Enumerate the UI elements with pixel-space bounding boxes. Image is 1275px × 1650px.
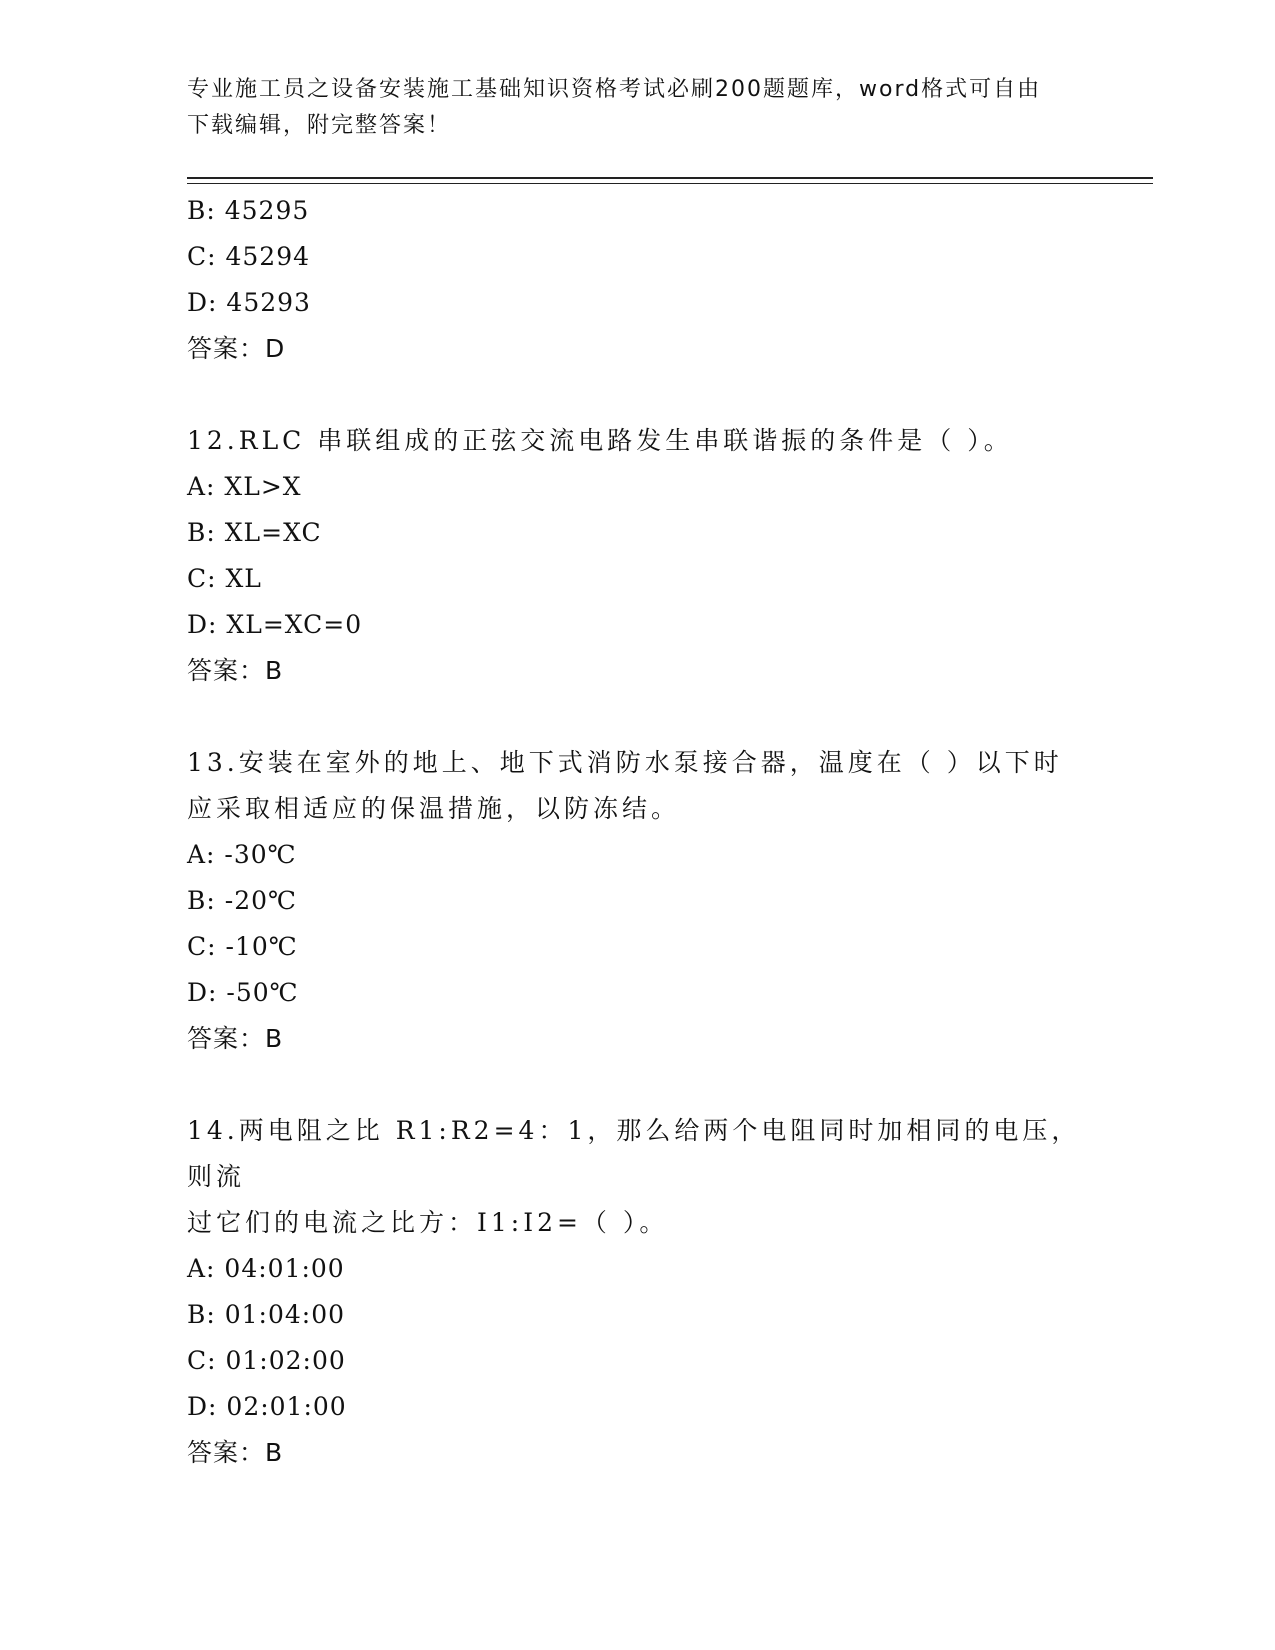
question-stem-line: 14.两电阻之比 R1:R2=4：1，那么给两个电阻同时加相同的电压，则流	[187, 1116, 1081, 1191]
header-divider-thin	[187, 183, 1153, 184]
option-d: D: -50℃	[187, 978, 299, 1007]
option-a: A: 04:01:00	[187, 1254, 345, 1283]
answer-line: 答案：D	[187, 334, 286, 363]
question-list	[187, 188, 1117, 1476]
option-b: B: -20℃	[187, 886, 297, 915]
document-header	[187, 72, 1087, 144]
question-stem	[187, 418, 1087, 464]
question-stem-line: 12.RLC 串联组成的正弦交流电路发生串联谐振的条件是（ ）。	[187, 426, 1013, 455]
answer-line: 答案：B	[187, 1438, 284, 1467]
question-13	[187, 740, 1117, 1062]
header-divider-thick	[187, 177, 1153, 179]
question-14	[187, 1108, 1117, 1476]
question-stem	[187, 1108, 1087, 1246]
header-line-1: 专业施工员之设备安装施工基础知识资格考试必刷200题题库，word格式可自由	[187, 77, 1042, 102]
question-12	[187, 418, 1117, 694]
answer-line: 答案：B	[187, 1024, 284, 1053]
option-d: D: 02:01:00	[187, 1392, 347, 1421]
question-stem-line: 应采取相适应的保温措施，以防冻结。	[187, 794, 681, 823]
option-a: A: XL>X	[187, 472, 302, 501]
option-a: A: -30℃	[187, 840, 297, 869]
option-c: C: XL	[187, 564, 262, 593]
option-b: B: 45295	[187, 196, 310, 225]
option-d: D: XL=XC=0	[187, 610, 363, 639]
option-c: C: 01:02:00	[187, 1346, 346, 1375]
option-b: B: XL=XC	[187, 518, 322, 547]
option-c: C: 45294	[187, 242, 311, 271]
option-d: D: 45293	[187, 288, 311, 317]
answer-line: 答案：B	[187, 656, 284, 685]
question-stem	[187, 740, 1087, 832]
header-line-2: 下载编辑，附完整答案！	[187, 113, 452, 138]
option-c: C: -10℃	[187, 932, 298, 961]
continued-question	[187, 188, 1117, 372]
question-stem-line: 过它们的电流之比方：I1:I2=（ ）。	[187, 1208, 669, 1237]
question-stem-line: 13.安装在室外的地上、地下式消防水泵接合器，温度在（ ）以下时	[187, 748, 1063, 777]
option-b: B: 01:04:00	[187, 1300, 346, 1329]
